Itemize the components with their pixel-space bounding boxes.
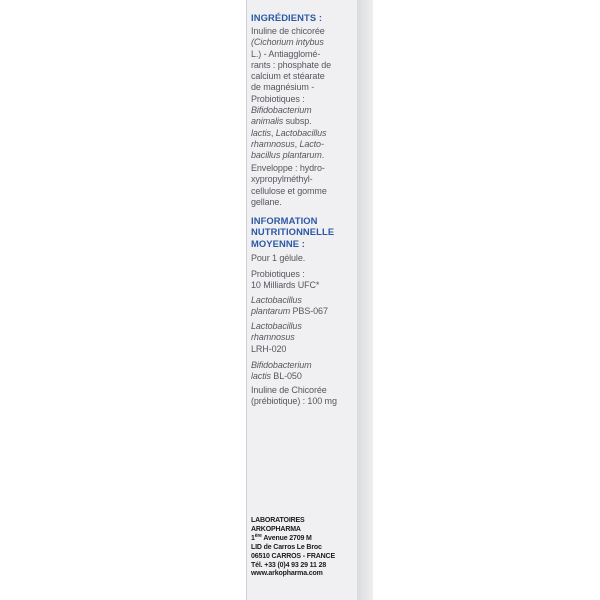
text-line xyxy=(251,226,334,237)
text-line xyxy=(251,186,327,197)
text-line xyxy=(251,94,331,105)
text-segment: 06510 CARROS - FRANCE xyxy=(251,552,335,560)
text-line xyxy=(251,396,337,407)
text-segment: calcium et stéarate xyxy=(251,71,325,82)
text-segment: BL-050 xyxy=(270,371,302,382)
text-line xyxy=(251,49,331,60)
text-line xyxy=(251,253,305,264)
text-segment: Avenue 2709 M xyxy=(261,534,312,542)
text-segment: Probiotiques : xyxy=(251,93,305,104)
text-segment: L.) - Antiagglomé- xyxy=(251,48,321,59)
text-segment: LABORATOIRES xyxy=(251,517,305,524)
manufacturer-address xyxy=(251,517,335,579)
text-line xyxy=(251,116,331,127)
text-segment: MOYENNE : xyxy=(251,237,306,249)
text-segment: gellane. xyxy=(251,196,282,207)
text-segment: cellulose et gomme xyxy=(251,185,327,196)
ingredients-heading: INGRÉDIENTS : xyxy=(251,12,323,23)
text-line xyxy=(251,105,331,116)
text-line xyxy=(251,321,302,332)
italic-text: Lactobacillus xyxy=(251,321,302,331)
text-segment: (prébiotique) : 100 mg xyxy=(251,396,337,407)
italic-text: plantarum xyxy=(251,306,291,317)
text-line xyxy=(251,139,331,150)
italic-text: Lactobacillus xyxy=(275,127,327,138)
text-segment: www.arkopharma.com xyxy=(251,570,323,578)
text-line xyxy=(251,570,335,579)
text-line xyxy=(251,360,312,371)
text-segment: Inuline de Chicorée xyxy=(251,385,327,395)
text-line xyxy=(251,238,334,249)
text-segment: INFORMATION xyxy=(251,215,318,226)
nutrition-item xyxy=(251,385,337,408)
text-segment: PBS-067 xyxy=(290,306,328,317)
text-line xyxy=(251,332,302,343)
text-segment: Probiotiques : xyxy=(251,269,305,279)
italic-text: bacillus plantarum xyxy=(251,150,322,161)
text-line xyxy=(251,215,334,226)
text-segment: Enveloppe : hydro- xyxy=(251,163,325,173)
text-segment: rants : phosphate de xyxy=(251,59,332,70)
italic-text: (Cichorium intybus xyxy=(251,37,324,48)
text-line xyxy=(251,517,335,526)
text-segment: ARKOPHARMA xyxy=(251,525,301,533)
text-segment: , xyxy=(270,127,276,138)
text-line xyxy=(251,82,331,93)
text-line xyxy=(251,526,335,535)
text-line xyxy=(251,544,335,553)
italic-text: animalis xyxy=(251,116,284,127)
text-segment: de magnésium - xyxy=(251,82,315,93)
nutrition-item xyxy=(251,321,302,355)
italic-text: Lactobacillus xyxy=(251,295,302,305)
nutrition-item xyxy=(251,360,312,383)
text-line xyxy=(251,344,302,355)
text-line xyxy=(251,371,312,382)
text-line xyxy=(251,385,337,396)
italic-text: Bifidobacterium xyxy=(251,105,312,116)
text-segment: xypropylméthyl- xyxy=(251,174,313,185)
text-segment: . xyxy=(321,150,325,161)
text-line xyxy=(251,553,335,562)
nutrition-item xyxy=(251,253,305,264)
italic-text: rhamnosus xyxy=(251,138,295,149)
ingredients-list xyxy=(251,26,331,162)
envelope-text xyxy=(251,163,327,208)
text-line xyxy=(251,197,327,208)
text-line xyxy=(251,128,331,139)
italic-text: lactis xyxy=(251,127,271,138)
text-segment: subsp. xyxy=(283,116,312,127)
italic-text: Lacto- xyxy=(299,138,324,149)
text-segment: 1 xyxy=(251,534,255,542)
nutrition-item xyxy=(251,295,328,318)
text-line xyxy=(251,174,327,185)
nutrition-item xyxy=(251,269,319,292)
italic-text: rhamnosus xyxy=(251,332,295,343)
text-line xyxy=(251,71,331,82)
text-line xyxy=(251,562,335,571)
superscript-text: ère xyxy=(254,532,262,539)
text-line xyxy=(251,532,335,544)
text-line xyxy=(251,150,331,161)
text-segment: LID de Carros Le Broc xyxy=(251,543,322,551)
text-line xyxy=(251,306,328,317)
text-line xyxy=(251,295,328,306)
text-segment: Inuline de chicorée xyxy=(251,26,325,36)
italic-text: Bifidobacterium xyxy=(251,360,312,370)
text-line xyxy=(251,37,331,48)
text-line xyxy=(251,269,319,280)
text-segment: NUTRITIONNELLE xyxy=(251,226,335,238)
nutrition-heading xyxy=(251,215,334,249)
text-line xyxy=(251,60,331,71)
text-line xyxy=(251,163,327,174)
text-segment: 10 Milliards UFC* xyxy=(251,280,320,291)
text-segment: LRH-020 xyxy=(251,343,287,354)
italic-text: lactis xyxy=(251,371,271,382)
text-line xyxy=(251,26,331,37)
text-segment: , xyxy=(294,138,300,149)
text-line xyxy=(251,280,319,291)
panel-fold-shadow xyxy=(357,0,373,600)
text-segment: Tél. +33 (0)4 93 29 11 28 xyxy=(251,561,327,569)
text-segment: Pour 1 gélule. xyxy=(251,253,306,263)
